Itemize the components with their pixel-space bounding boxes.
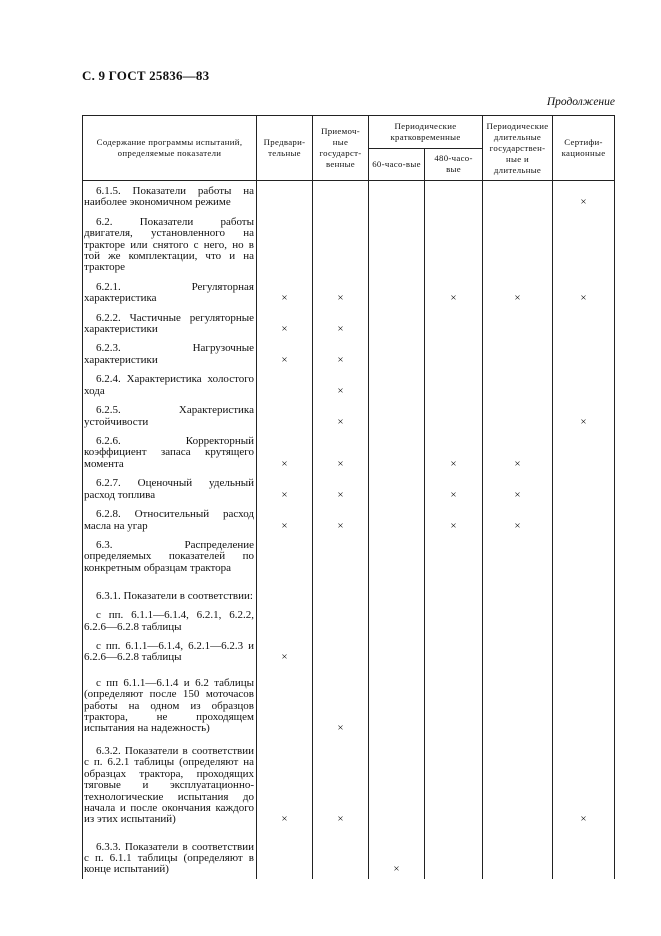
row-mark [483, 577, 553, 605]
row-text: 6.2.4. Характеристика холостого хода [84, 373, 254, 397]
row-description [83, 431, 257, 473]
row-text: 6.3.3. Показатели в соответствии с п. 6.1.1 таблицы (определяют в конце испытаний) [84, 840, 254, 876]
row-mark [553, 667, 615, 738]
row-mark [257, 577, 313, 605]
row-mark [313, 605, 369, 636]
row-description [83, 504, 257, 535]
header-preliminary: Предвари-тельные [257, 116, 313, 181]
row-mark [553, 535, 615, 577]
row-mark [257, 369, 313, 400]
row-mark [553, 636, 615, 667]
row-mark [425, 535, 483, 577]
row-mark [425, 738, 483, 829]
row-mark: × [313, 338, 369, 369]
row-description [83, 473, 257, 504]
table-row [83, 636, 615, 667]
row-mark: × [483, 277, 553, 308]
row-mark [369, 577, 425, 605]
row-mark [425, 636, 483, 667]
page-header: С. 9 ГОСТ 25836—83 [82, 68, 210, 83]
row-description [83, 535, 257, 577]
row-mark [483, 535, 553, 577]
row-mark: × [257, 738, 313, 829]
row-mark: × [483, 504, 553, 535]
row-mark [483, 738, 553, 829]
row-mark: × [313, 431, 369, 473]
row-mark [483, 636, 553, 667]
header-periodic-short: Периодические кратковременные [369, 116, 483, 149]
table-row [83, 277, 615, 308]
row-mark [553, 829, 615, 879]
table-row [83, 738, 615, 829]
row-description [83, 212, 257, 277]
row-mark: × [425, 473, 483, 504]
header-certification: Сертифи-кационные [553, 116, 615, 181]
row-mark [553, 473, 615, 504]
row-text: 6.2.7. Оценочный удельный расход топлива [84, 477, 254, 501]
row-mark [369, 308, 425, 339]
row-text: с пп 6.1.1—6.1.4 и 6.2 таблицы (определяют после 150 моточасов работы на одном из образцов трактора, не проходящем испытания на надежность) [84, 676, 254, 735]
row-mark [313, 535, 369, 577]
row-mark [483, 369, 553, 400]
row-mark [483, 400, 553, 431]
table-row [83, 431, 615, 473]
row-mark [369, 504, 425, 535]
table-row [83, 400, 615, 431]
row-mark [425, 338, 483, 369]
row-description [83, 577, 257, 605]
table-row [83, 308, 615, 339]
header-480-hour: 480-часо-вые [425, 148, 483, 181]
row-mark [257, 535, 313, 577]
row-mark [369, 473, 425, 504]
row-description [83, 667, 257, 738]
row-mark [369, 605, 425, 636]
row-mark: × [257, 431, 313, 473]
row-description [83, 400, 257, 431]
row-mark [257, 212, 313, 277]
row-mark: × [483, 473, 553, 504]
row-mark [369, 636, 425, 667]
row-mark [553, 338, 615, 369]
row-text: 6.2. Показатели работы двигателя, установленного на тракторе или снятого с него, но в той же комплектации, что и на тракторе [84, 215, 254, 274]
table-row [83, 504, 615, 535]
row-mark [553, 369, 615, 400]
row-mark: × [553, 738, 615, 829]
header-content: Содержание программы испытаний, определяемые показатели [83, 116, 257, 181]
row-mark: × [257, 504, 313, 535]
header-60-hour: 60-часо-вые [369, 148, 425, 181]
row-mark [483, 308, 553, 339]
row-mark [257, 829, 313, 879]
row-mark [369, 535, 425, 577]
table-row [83, 535, 615, 577]
row-text: 6.3.1. Показатели в соответствии: [96, 589, 253, 602]
row-mark [257, 667, 313, 738]
row-mark [313, 636, 369, 667]
header-periodic-long: Периодические длительные государствен-ные и длительные [483, 116, 553, 181]
row-text: 6.1.5. Показатели работы на наиболее экономичном режиме [84, 185, 254, 209]
table-row [83, 212, 615, 277]
header-acceptance: Приемоч-ные государст-венные [313, 116, 369, 181]
row-mark [369, 369, 425, 400]
row-mark: × [313, 369, 369, 400]
row-mark [369, 431, 425, 473]
table-row [83, 338, 615, 369]
row-description [83, 829, 257, 879]
row-description [83, 605, 257, 636]
row-mark [369, 212, 425, 277]
row-mark [553, 212, 615, 277]
row-mark [483, 605, 553, 636]
row-mark [313, 212, 369, 277]
row-mark [483, 338, 553, 369]
row-text: 6.2.3. Нагрузочные характеристики [84, 342, 254, 366]
row-mark: × [313, 308, 369, 339]
row-mark: × [425, 504, 483, 535]
row-mark: × [553, 181, 615, 212]
row-mark [257, 181, 313, 212]
row-mark [257, 605, 313, 636]
row-mark [425, 667, 483, 738]
row-mark [425, 181, 483, 212]
row-mark: × [257, 308, 313, 339]
row-text: 6.2.5. Характеристика устойчивости [84, 404, 254, 428]
continuation-label: Продолжение [546, 96, 615, 108]
row-mark: × [257, 473, 313, 504]
table-body [83, 181, 615, 879]
row-mark [425, 829, 483, 879]
row-mark: × [257, 636, 313, 667]
row-mark [425, 605, 483, 636]
table-row [83, 829, 615, 879]
row-mark: × [313, 473, 369, 504]
row-text: 6.2.8. Относительный расход масла на угар [84, 508, 254, 532]
row-mark [483, 667, 553, 738]
row-mark [553, 308, 615, 339]
table-row [83, 181, 615, 212]
row-mark [425, 577, 483, 605]
row-mark [369, 667, 425, 738]
row-text: с пп. 6.1.1—6.1.4, 6.2.1—6.2.3 и 6.2.6—6.2.8 таблицы [84, 639, 254, 664]
row-description [83, 308, 257, 339]
row-mark [313, 577, 369, 605]
row-mark [425, 369, 483, 400]
row-text: с пп. 6.1.1—6.1.4, 6.2.1, 6.2.2, 6.2.6—6.2.8 таблицы [84, 609, 254, 633]
table-row [83, 473, 615, 504]
row-mark: × [313, 400, 369, 431]
row-mark [483, 212, 553, 277]
row-text: 6.3. Распределение определяемых показателей по конкретным образцам трактора [84, 538, 254, 574]
table-row [83, 577, 615, 605]
table-row [83, 369, 615, 400]
row-mark [313, 829, 369, 879]
row-mark [553, 504, 615, 535]
row-mark [425, 400, 483, 431]
row-mark: × [313, 277, 369, 308]
row-mark: × [483, 431, 553, 473]
row-mark: × [257, 338, 313, 369]
row-mark: × [313, 667, 369, 738]
row-description [83, 181, 257, 212]
row-mark [369, 277, 425, 308]
row-description [83, 738, 257, 829]
row-mark: × [313, 504, 369, 535]
row-mark [369, 738, 425, 829]
row-mark [425, 212, 483, 277]
row-description [83, 369, 257, 400]
row-mark: × [553, 400, 615, 431]
row-mark [553, 577, 615, 605]
row-mark: × [425, 277, 483, 308]
row-description [83, 636, 257, 667]
row-mark: × [553, 277, 615, 308]
row-mark [369, 338, 425, 369]
row-mark [483, 181, 553, 212]
row-mark [257, 400, 313, 431]
row-description [83, 338, 257, 369]
row-mark [369, 181, 425, 212]
row-text: 6.3.2. Показатели в соответствии с п. 6.2.1 таблицы (определяют на образцах трактора, проходящих тяговые и эксплуатационно-технологические испытания до начала и после окончания каждого из этих испытаний) [84, 744, 254, 826]
row-mark [425, 308, 483, 339]
table-row [83, 605, 615, 636]
row-mark: × [257, 277, 313, 308]
row-mark [553, 431, 615, 473]
row-text: 6.2.2. Частичные регуляторные характеристики [84, 311, 254, 336]
row-mark [483, 829, 553, 879]
row-mark: × [313, 738, 369, 829]
row-mark [553, 605, 615, 636]
table-row [83, 667, 615, 738]
row-text: 6.2.1. Регуляторная характеристика [84, 280, 254, 305]
row-mark: × [425, 431, 483, 473]
row-text: 6.2.6. Корректорный коэффициент запаса крутящего момента [84, 434, 254, 470]
test-program-table [82, 115, 615, 879]
row-mark [369, 400, 425, 431]
row-description [83, 277, 257, 308]
row-mark [313, 181, 369, 212]
row-mark: × [369, 829, 425, 879]
